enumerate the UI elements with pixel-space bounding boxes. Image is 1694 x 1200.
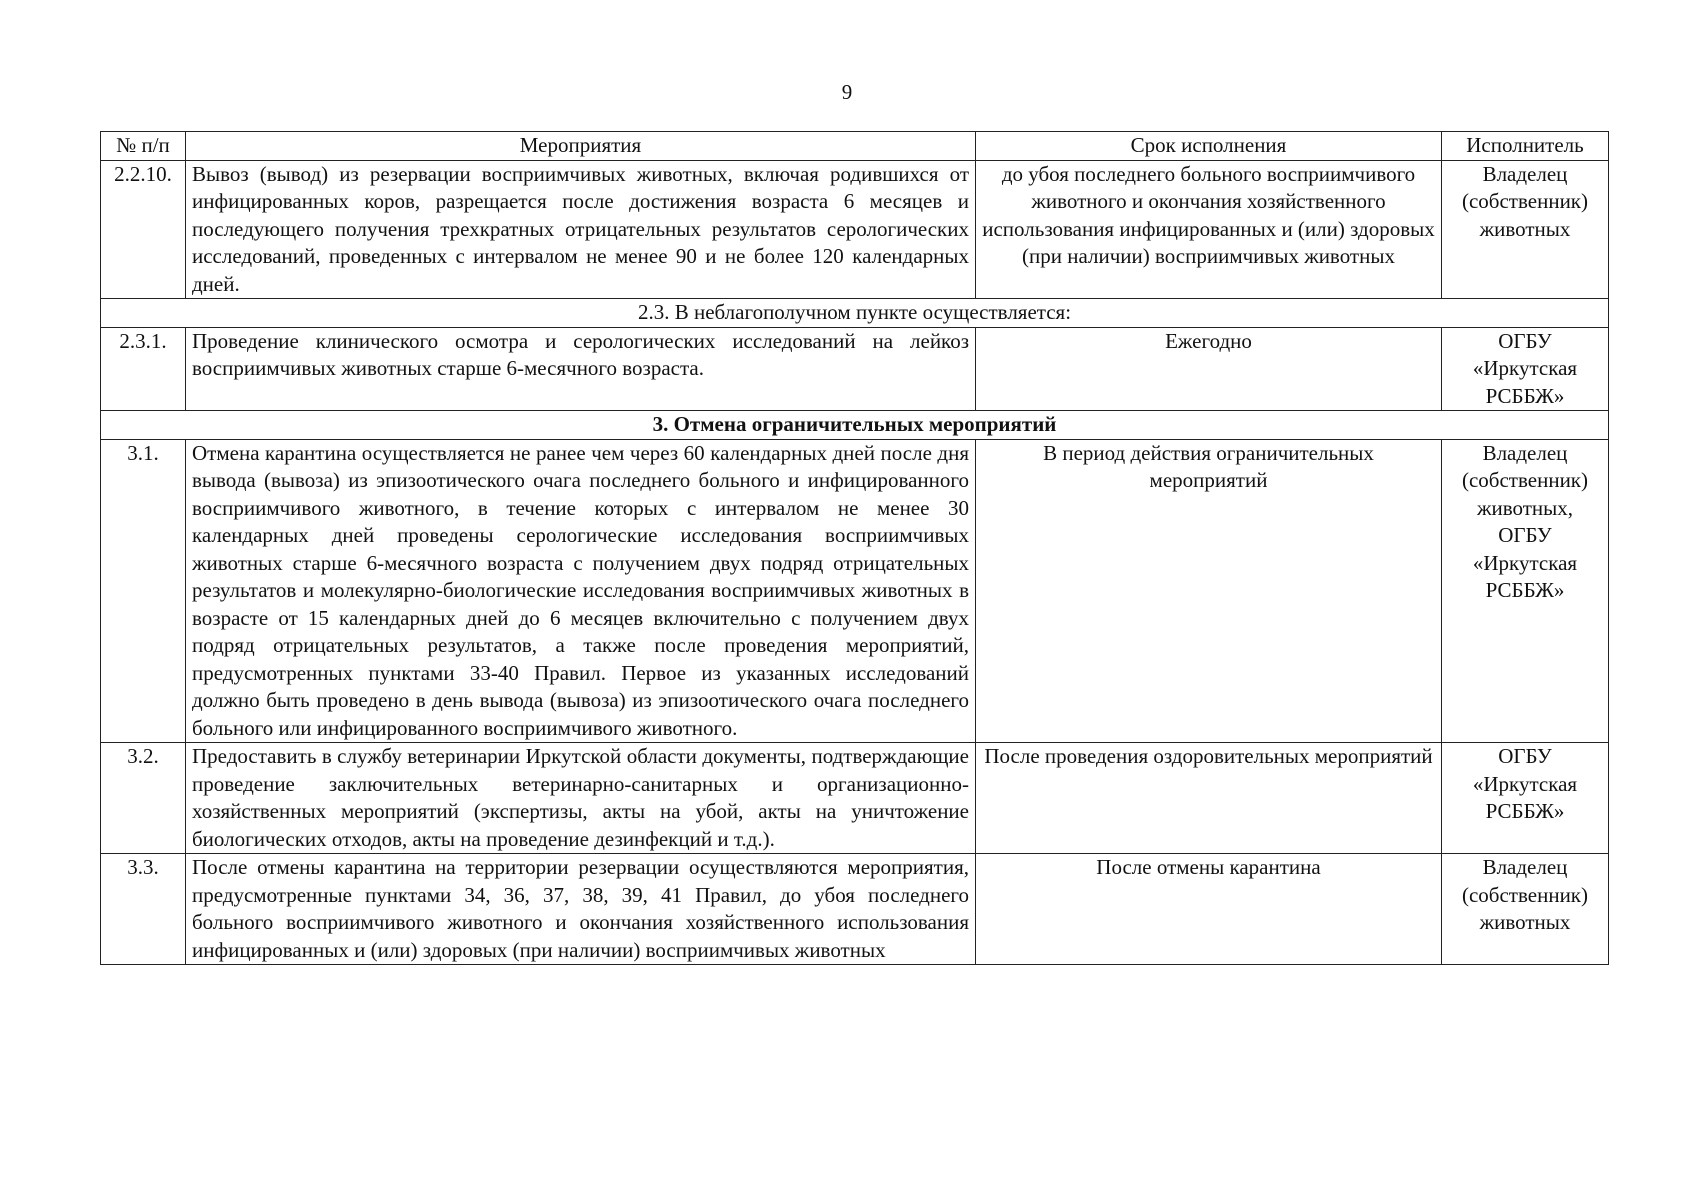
row-executor: Владелец (собственник) животных (1442, 160, 1609, 299)
table-row (101, 439, 1609, 743)
row-term: После отмены карантина (976, 854, 1442, 965)
subsection-row (101, 299, 1609, 328)
measures-table (100, 131, 1609, 965)
table-row (101, 743, 1609, 854)
table-row (101, 854, 1609, 965)
row-activity: Проведение клинического осмотра и серологических исследований на лейкоз восприимчивых животных старше 6-месячного возраста. (186, 327, 976, 411)
row-executor: ОГБУ «Иркутская РСББЖ» (1442, 743, 1609, 854)
subsection-title: 2.3. В неблагополучном пункте осуществляется: (101, 299, 1609, 328)
row-activity: После отмены карантина на территории резервации осуществляются мероприятия, предусмотренные пунктами 34, 36, 37, 38, 39, 41 Правил, до убоя последнего больного восприимчивого животного и окончания хозяйственного использования инфицированных и (или) здоровых (при наличии) восприимчивых животных (186, 854, 976, 965)
row-activity: Отмена карантина осуществляется не ранее чем через 60 календарных дней после дня вывода (вывоза) из эпизоотического очага последнего больного и инфицированного восприимчивого животного, в течение которых с интервалом не менее 30 календарных дней проведены серологические исследования восприимчивых животных старше 6-месячного возраста с получением двух подряд отрицательных результатов и молекулярно-биологические исследования восприимчивых животных в возрасте от 15 календарных дней до 6 месяцев включительно с получением двух подряд отрицательных результатов, а также после проведения мероприятий, предусмотренных пунктами 33-40 Правил. Первое из указанных исследований должно быть проведено в день вывода (вывоза) из эпизоотического очага последнего больного или инфицированного восприимчивого животного. (186, 439, 976, 743)
row-term: Ежегодно (976, 327, 1442, 411)
section-row (101, 411, 1609, 440)
row-number: 3.2. (101, 743, 186, 854)
page-number: 9 (841, 80, 853, 104)
row-executor: Владелец (собственник) животных, ОГБУ «Иркутская РСББЖ» (1442, 439, 1609, 743)
row-number: 2.2.10. (101, 160, 186, 299)
table-header-row (101, 132, 1609, 161)
header-activities: Мероприятия (186, 132, 976, 161)
row-number: 3.3. (101, 854, 186, 965)
table-row (101, 327, 1609, 411)
section-title: 3. Отмена ограничительных мероприятий (101, 411, 1609, 440)
row-number: 3.1. (101, 439, 186, 743)
row-number: 2.3.1. (101, 327, 186, 411)
header-term: Срок исполнения (976, 132, 1442, 161)
table-row (101, 160, 1609, 299)
header-number: № п/п (101, 132, 186, 161)
row-executor: ОГБУ «Иркутская РСББЖ» (1442, 327, 1609, 411)
row-term: до убоя последнего больного восприимчивого животного и окончания хозяйственного использования инфицированных и (или) здоровых (при наличии) восприимчивых животных (976, 160, 1442, 299)
row-executor: Владелец (собственник) животных (1442, 854, 1609, 965)
row-activity: Вывоз (вывод) из резервации восприимчивых животных, включая родившихся от инфицированных коров, разрещается после достижения возраста 6 месяцев и последующего получения трехкратных отрицательных результатов серологических исследований, проведенных с интервалом не менее 90 и не более 120 календарных дней. (186, 160, 976, 299)
header-executor: Исполнитель (1442, 132, 1609, 161)
row-term: После проведения оздоровительных мероприятий (976, 743, 1442, 854)
row-term: В период действия ограничительных мероприятий (976, 439, 1442, 743)
row-activity: Предоставить в службу ветеринарии Иркутской области документы, подтверждающие проведение заключительных ветеринарно-санитарных и организационно-хозяйственных мероприятий (экспертизы, акты на убой, акты на уничтожение биологических отходов, акты на проведение дезинфекций и т.д.). (186, 743, 976, 854)
